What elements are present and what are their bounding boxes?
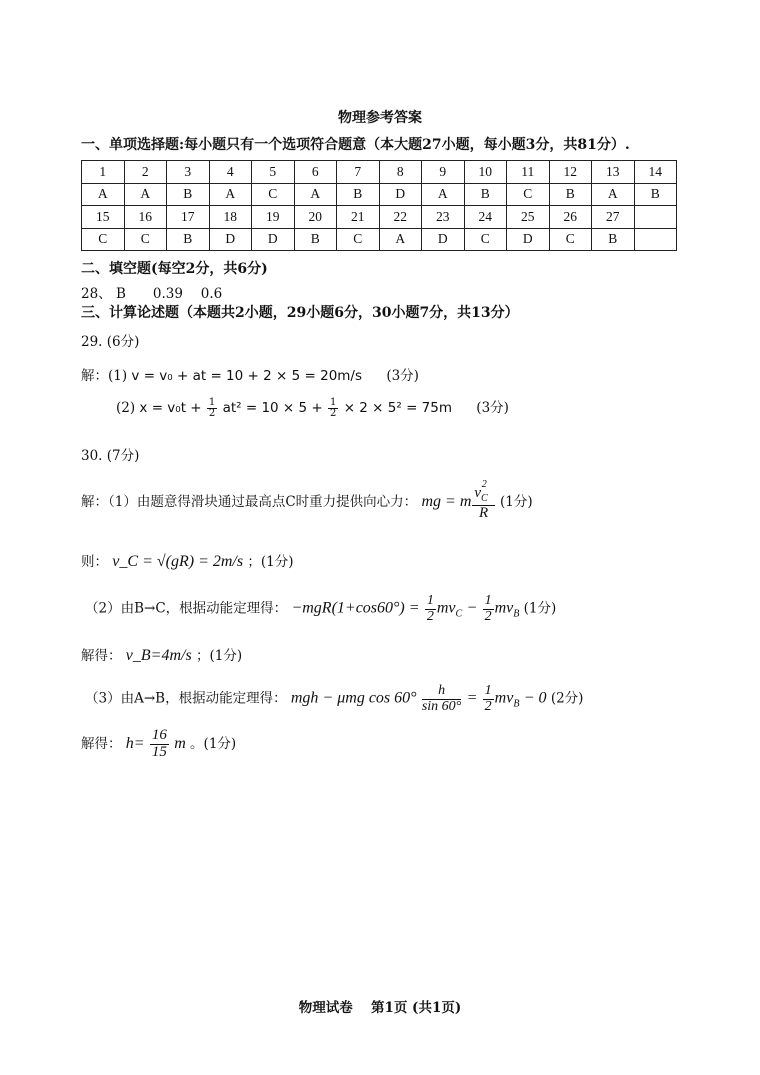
- table-cell: B: [167, 228, 210, 251]
- q30-part3-result: [81, 728, 236, 761]
- fraction-numerator: h: [422, 684, 461, 700]
- fraction-denominator: 2: [330, 408, 337, 419]
- table-cell: 6: [294, 161, 337, 184]
- table-cell: 26: [549, 206, 592, 229]
- q30-part3-eq-c: mv: [494, 689, 514, 707]
- fraction-numerator: 1: [484, 683, 492, 698]
- q30-part2: [85, 594, 556, 624]
- q30-part1-fraction: [472, 479, 494, 521]
- q29-half-fraction: [207, 398, 217, 420]
- page-footer: 物理试卷 第1页 (共1页): [298, 1000, 462, 1016]
- fraction-denominator: 15: [151, 743, 167, 760]
- table-row: [82, 206, 677, 229]
- q29-line2-eq-b: at² = 10 × 5 +: [222, 400, 323, 416]
- table-cell: 17: [167, 206, 210, 229]
- q30-part1-score: (1分): [500, 494, 533, 511]
- q29-line2-score: (3分): [476, 400, 509, 416]
- q29-line1-score: (3分): [386, 368, 419, 384]
- table-cell: A: [379, 228, 422, 251]
- q30-part3-eq-b: =: [466, 689, 478, 707]
- table-cell: A: [124, 183, 167, 206]
- table-cell: C: [82, 228, 125, 251]
- table-cell: 15: [82, 206, 125, 229]
- q30-result1-score: ；(1分): [247, 554, 294, 570]
- q29-label: 29. (6分): [81, 334, 140, 350]
- table-cell: B: [167, 183, 210, 206]
- q30-result2-score: ；(1分): [196, 648, 243, 664]
- q30-part1-eq: mg = m: [421, 493, 472, 511]
- fraction-denominator: 2: [484, 698, 492, 714]
- q28-answer: 28、 B 0.39 0.6: [81, 286, 223, 302]
- table-cell: 4: [209, 161, 252, 184]
- table-cell: B: [592, 228, 635, 251]
- table-cell: A: [209, 183, 252, 206]
- q30-part2-half-1: [425, 594, 436, 624]
- table-cell: 22: [379, 206, 422, 229]
- q30-part2-eq-b: mv: [436, 599, 456, 617]
- q30-part3-fraction: [422, 684, 461, 714]
- q30-part1-result: [81, 550, 294, 571]
- q30-part3-text: （3）由A→B，根据动能定理得：: [85, 690, 287, 707]
- table-cell: B: [294, 228, 337, 251]
- table-cell: 16: [124, 206, 167, 229]
- q29-half-fraction-2: [328, 398, 338, 420]
- vc-sub: C: [455, 608, 463, 620]
- table-cell: D: [422, 228, 465, 251]
- q30-part2-result: [81, 644, 242, 665]
- fraction-numerator: 1: [330, 396, 337, 408]
- table-cell: C: [124, 228, 167, 251]
- q30-part3-eq-a: mgh − μmg cos 60°: [290, 689, 417, 707]
- q29-line1-prefix: 解：(1): [81, 368, 128, 384]
- table-cell: B: [337, 183, 380, 206]
- q30-result1-text: 则：: [81, 554, 108, 570]
- vb-sub-2: B: [513, 698, 520, 710]
- q30-part3-half: [483, 684, 494, 714]
- table-cell: D: [379, 183, 422, 206]
- table-cell: 5: [252, 161, 295, 184]
- table-cell: D: [507, 228, 550, 251]
- q29-line2-eq-c: × 2 × 5² = 75m: [343, 400, 452, 416]
- q30-result2-text: 解得：: [81, 648, 122, 664]
- q30-part2-eq-d: mv: [494, 599, 514, 617]
- table-cell: 11: [507, 161, 550, 184]
- table-cell: 25: [507, 206, 550, 229]
- table-cell: 21: [337, 206, 380, 229]
- q30-result3-fraction: [150, 728, 169, 761]
- table-cell: 24: [464, 206, 507, 229]
- table-cell: 14: [634, 161, 677, 184]
- q30-part2-half-2: [483, 594, 494, 624]
- q30-part3: [85, 684, 583, 714]
- q30-result3-text: 解得：: [81, 735, 122, 752]
- table-cell: 18: [209, 206, 252, 229]
- table-row: [82, 161, 677, 184]
- table-cell: 10: [464, 161, 507, 184]
- q30-part3-eq-d: − 0: [523, 689, 547, 707]
- table-cell: D: [209, 228, 252, 251]
- fraction-numerator: 1: [208, 396, 216, 408]
- answer-table: [81, 160, 677, 251]
- q30-part2-text: （2）由B→C，根据动能定理得：: [85, 600, 288, 617]
- fraction-numerator: 1: [426, 593, 434, 608]
- table-cell: 2: [124, 161, 167, 184]
- q30-part2-eq-a: −mgR(1+cos60°) =: [291, 599, 420, 617]
- section1-heading: 一、单项选择题:每小题只有一个选项符合题意（本大题27小题，每小题3分，共81分）.: [81, 137, 630, 153]
- table-cell: 12: [549, 161, 592, 184]
- table-cell: A: [294, 183, 337, 206]
- q30-part3-score: (2分): [550, 690, 584, 707]
- table-cell: C: [337, 228, 380, 251]
- table-cell: 1: [82, 161, 125, 184]
- table-row: [82, 228, 677, 251]
- table-cell: B: [464, 183, 507, 206]
- section3-heading: 三、计算论述题（本题共2小题，29小题6分，30小题7分，共13分）: [81, 305, 519, 321]
- fraction-denominator: R: [478, 504, 489, 521]
- table-cell: 19: [252, 206, 295, 229]
- q29-line1: [81, 364, 419, 384]
- table-cell: B: [634, 183, 677, 206]
- table-cell: C: [252, 183, 295, 206]
- q30-result2-eq: v_B=4m/s: [125, 647, 192, 664]
- table-cell: C: [507, 183, 550, 206]
- fraction-numerator: 1: [484, 593, 492, 608]
- q30-part2-score: (1分): [523, 600, 557, 617]
- q30-result3-score: 。(1分): [190, 735, 237, 752]
- vb-sub: B: [513, 608, 520, 620]
- table-cell: [634, 206, 677, 229]
- fraction-denominator: 2: [208, 408, 216, 419]
- fraction-denominator: sin 60°: [421, 698, 462, 714]
- table-cell: B: [549, 183, 592, 206]
- vc-symbol: v: [474, 485, 482, 501]
- table-cell: 9: [422, 161, 465, 184]
- q30-label: 30. (7分): [81, 448, 140, 464]
- q30-result3-lhs: h=: [125, 734, 145, 752]
- section2-heading: 二、填空题(每空2分，共6分): [81, 261, 268, 277]
- table-cell: 3: [167, 161, 210, 184]
- q30-result1-eq: v_C = √(gR) = 2m/s: [112, 553, 244, 570]
- table-cell: 20: [294, 206, 337, 229]
- table-cell: 7: [337, 161, 380, 184]
- table-cell: [634, 228, 677, 251]
- vc-subscript: C: [481, 493, 488, 504]
- fraction-denominator: 2: [484, 608, 492, 624]
- fraction-numerator: 16: [151, 727, 167, 743]
- table-cell: 23: [422, 206, 465, 229]
- table-cell: A: [592, 183, 635, 206]
- page-title: 物理参考答案: [338, 110, 422, 126]
- q30-part2-eq-c: −: [466, 599, 478, 617]
- q30-part1-text: 解：（1）由题意得滑块通过最高点C时重力提供向心力：: [81, 494, 418, 511]
- table-row: [82, 183, 677, 206]
- table-cell: A: [422, 183, 465, 206]
- fraction-denominator: 2: [426, 608, 434, 624]
- table-cell: 8: [379, 161, 422, 184]
- q30-part1: [81, 479, 533, 521]
- q29-line2-eq-a: x = v₀t +: [139, 400, 202, 416]
- q30-result3-rhs: m: [174, 734, 186, 752]
- table-cell: C: [464, 228, 507, 251]
- q29-line2: [116, 396, 509, 420]
- vc-superscript: 2: [481, 479, 487, 490]
- table-cell: D: [252, 228, 295, 251]
- table-cell: C: [549, 228, 592, 251]
- table-cell: 13: [592, 161, 635, 184]
- table-cell: A: [82, 183, 125, 206]
- q29-line2-prefix: (2): [116, 400, 136, 416]
- table-cell: 27: [592, 206, 635, 229]
- q29-line1-equation: v = v₀ + at = 10 + 2 × 5 = 20m/s: [131, 368, 363, 384]
